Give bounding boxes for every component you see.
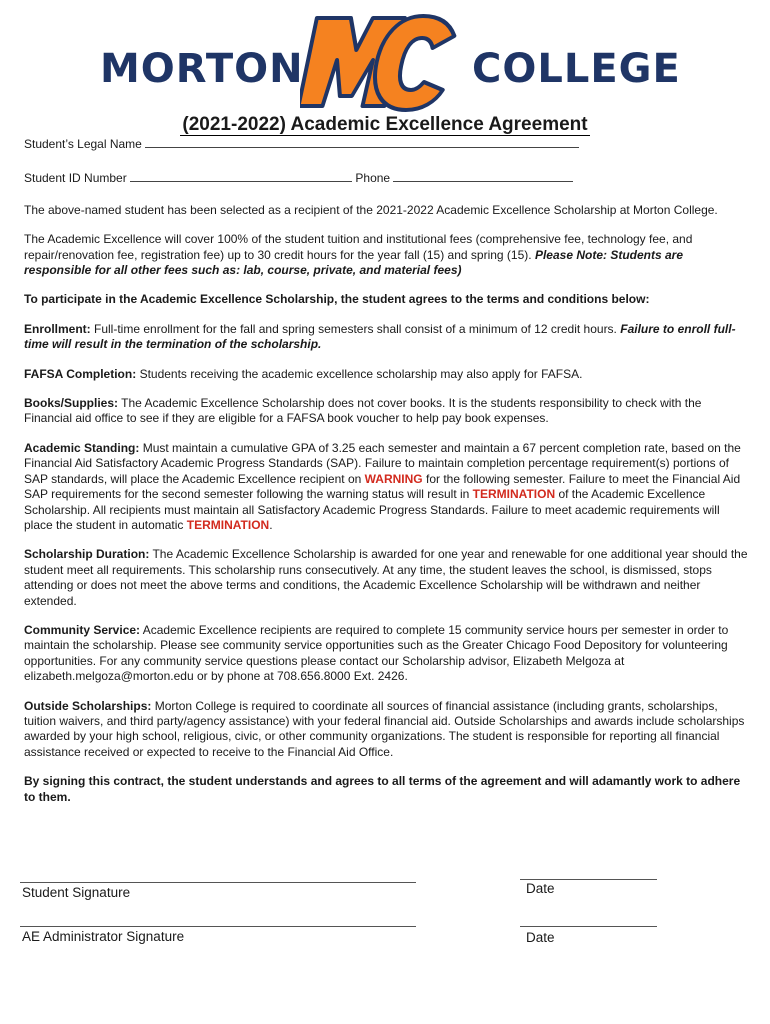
terms-heading: To participate in the Academic Excellence Scholarship, the student agrees to the terms and conditions below: [24, 292, 650, 307]
mc-monogram-logo [300, 10, 460, 114]
academic-text-1: Must maintain a cumulative GPA of 3.25 each semester and maintain a 67 percent completion rate, based on the Financial Aid Satisfactory Academic Progress Standards (SAP). Failure to maintain completion percentage requirement(s) portions of SAP standards, will place the Academic Excellence recipient on [24, 440, 741, 486]
phone-label: Phone [355, 171, 391, 186]
fafsa-text: Students receiving the academic excellence scholarship may also apply for FAFSA. [139, 366, 583, 381]
admin-date-line[interactable] [520, 926, 657, 927]
phone-line[interactable] [393, 170, 573, 182]
duration-text: The Academic Excellence Scholarship is awarded for one year and renewable for one additional year should the student meet all requirements. This scholarship runs consecutively. At any time, the student leaves the school, is dismissed, stops attending or does not meet the above terms and conditions, the Academic Excellence Scholarship will be withdrawn and neither extended. [24, 547, 748, 608]
duration-label: Scholarship Duration: [24, 547, 150, 562]
admin-date-label: Date [526, 930, 555, 945]
termination-status-2: TERMINATION [186, 517, 270, 532]
fafsa-label: FAFSA Completion: [24, 366, 137, 381]
books-term [24, 396, 750, 427]
legal-name-label: Student’s Legal Name [24, 137, 142, 151]
academic-period: . [269, 517, 273, 532]
logo-word-morton: MORTON [100, 46, 304, 92]
books-label: Books/Supplies: [24, 396, 119, 411]
outside-text: Morton College is required to coordinate all sources of financial assistance (including grants, scholarships, tuition waivers, and third party/agency assistance) with your federal financial aid. Outside Scholarships and awards include scholarships awarded by your high school, religious, civic, or other community organizations. The student is responsible for reporting all financial assistance received or expected to receive to the Financial Aid Office. [24, 698, 745, 759]
enrollment-warning: Failure to enroll full-time will result in the termination of the scholarship. [24, 321, 736, 352]
enrollment-label: Enrollment: [24, 321, 91, 336]
coverage-paragraph [24, 232, 750, 278]
academic-text-3: of the Academic Excellence Scholarship. All recipients must maintain all Satisfactory Academic Progress Standards. Failure to meet academic requirements will place the student in automatic [24, 487, 720, 532]
community-label: Community Service: [24, 622, 141, 637]
community-text: Academic Excellence recipients are required to complete 15 community service hours per semester in order to maintain the scholarship. Please see community service opportunities such as the Greater Chicago Food Depository for volunteering opportunities. For any community service questions please contact our Scholarship advisor, Elizabeth Melgoza at elizabeth.melgoza@morton.edu or by phone at 708.656.8000 Ext. 2426. [24, 622, 729, 684]
student-signature-label: Student Signature [22, 885, 131, 900]
student-id-line[interactable] [130, 170, 352, 182]
selected-paragraph: The above-named student has been selected as a recipient of the 2021-2022 Academic Excellence Scholarship at Morton College. [24, 202, 718, 217]
closing-statement: By signing this contract, the student understands and agrees to all terms of the agreement and will adamantly work to adhere to them. [24, 774, 741, 804]
fafsa-term [24, 367, 750, 382]
student-id-label: Student ID Number [24, 171, 127, 186]
legal-name-field-row [24, 136, 750, 152]
logo-word-college: COLLEGE [472, 46, 681, 92]
student-signature-line[interactable] [20, 882, 416, 883]
coverage-text: The Academic Excellence will cover 100% of the student tuition and institutional fees (comprehensive fee, technology fee, and repair/renovation fee, registration fee) up to 30 credit hours for the year fall (15) and spring (15). [24, 232, 693, 262]
admin-signature-label: AE Administrator Signature [22, 929, 185, 944]
outside-label: Outside Scholarships: [24, 698, 152, 713]
academic-label: Academic Standing: [24, 440, 140, 455]
document-title [0, 114, 770, 136]
student-id-phone-row [24, 170, 750, 186]
duration-term [24, 547, 750, 609]
agreement-body [24, 136, 750, 819]
academic-standing-term [24, 441, 750, 533]
admin-signature-line[interactable] [20, 926, 416, 927]
student-date-label: Date [526, 881, 555, 896]
termination-status-1: TERMINATION [472, 487, 556, 502]
enrollment-term [24, 322, 750, 353]
coverage-note: Please Note: Students are responsible for all other fees such as: lab, course, private, and material fees) [24, 247, 684, 278]
warning-status: WARNING [364, 471, 423, 486]
enrollment-text: Full-time enrollment for the fall and spring semesters shall consist of a minimum of 12 credit hours. [94, 321, 617, 336]
books-text: The Academic Excellence Scholarship does not cover books. It is the students responsibility to check with the Financial aid office to see if they are eligible for a FAFSA book voucher to help pay book expenses. [24, 396, 702, 426]
legal-name-line[interactable] [145, 136, 579, 148]
outside-scholarships-term [24, 699, 750, 761]
document-title-text: (2021-2022) Academic Excellence Agreement [182, 114, 588, 135]
academic-text-2: for the following semester. Failure to meet the Financial Aid SAP requirements for the second semester following the warning status will result in [24, 471, 741, 502]
student-date-line[interactable] [520, 879, 657, 880]
college-logo [0, 8, 770, 114]
community-service-term [24, 623, 750, 685]
